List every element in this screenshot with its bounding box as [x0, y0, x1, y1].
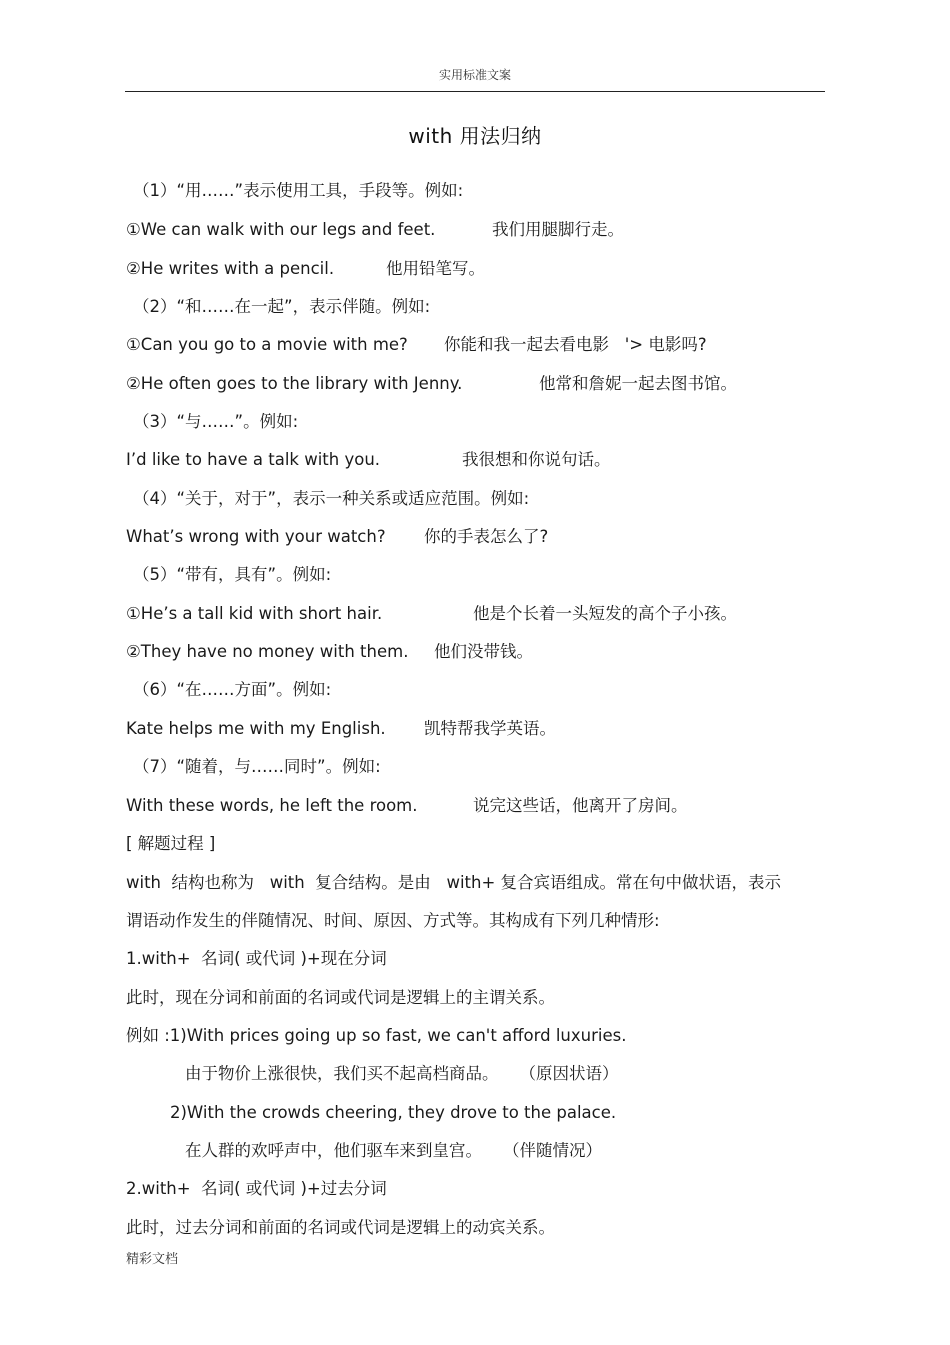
line-text: 例如 :1)With prices going up so fast, we can't afford luxuries. [126, 1026, 627, 1045]
header-divider [125, 91, 825, 92]
line-text: ②He often goes to the library with Jenny. [126, 374, 463, 393]
line-translation: 我很想和你说句话。 [462, 450, 611, 469]
line-text: 2)With the crowds cheering, they drove to the palace. [170, 1103, 617, 1122]
line-text: What’s wrong with your watch? [126, 527, 386, 546]
line-text: （4）“关于，对于”，表示一种关系或适应范围。例如: [133, 489, 530, 508]
line-translation: 他们没带钱。 [434, 642, 533, 661]
document-title: with 用法归纳 [408, 124, 542, 148]
line-translation: 他常和詹妮一起去图书馆。 [539, 374, 737, 393]
line-translation: 他是个长着一头短发的高个子小孩。 [473, 604, 737, 623]
line-translation: 他用铅笔写。 [386, 259, 485, 278]
line-text: 此时，过去分词和前面的名词或代词是逻辑上的动宾关系。 [126, 1218, 555, 1237]
line-text: （3）“与……”。例如: [133, 412, 299, 431]
page-footer: 精彩文档 [126, 1252, 179, 1267]
page-header: 实用标准文案 [438, 68, 511, 82]
line-text: With these words, he left the room. [126, 796, 418, 815]
line-text: I’d like to have a talk with you. [126, 450, 381, 469]
line-text: 2.with+ 名词( 或代词 )+过去分词 [126, 1179, 387, 1198]
line-translation: 我们用腿脚行走。 [492, 220, 624, 239]
line-text: （1）“用……”表示使用工具，手段等。例如: [133, 181, 464, 200]
line-text: 在人群的欢呼声中，他们驱车来到皇宫。 （伴随情况） [185, 1141, 602, 1160]
line-text: （2）“和……在一起”，表示伴随。例如: [133, 297, 431, 316]
line-text: ①He’s a tall kid with short hair. [126, 604, 383, 623]
line-text: 谓语动作发生的伴随情况、时间、原因、方式等。其构成有下列几种情形: [126, 911, 660, 930]
line-text: 此时，现在分词和前面的名词或代词是逻辑上的主谓关系。 [126, 988, 555, 1007]
line-text: Kate helps me with my English. [126, 719, 386, 738]
line-text: （5）“带有，具有”。例如: [133, 565, 332, 584]
line-text: 由于物价上涨很快，我们买不起高档商品。 （原因状语） [185, 1064, 619, 1083]
line-translation: 说完这些话，他离开了房间。 [473, 796, 688, 815]
line-text: 1.with+ 名词( 或代词 )+现在分词 [126, 949, 387, 968]
line-translation: 你能和我一起去看电影 '> 电影吗? [444, 335, 707, 354]
line-text: [ 解题过程 ] [126, 834, 216, 853]
line-text: ①Can you go to a movie with me? [126, 335, 408, 354]
line-text: ②He writes with a pencil. [126, 259, 335, 278]
line-text: ②They have no money with them. [126, 642, 409, 661]
line-text: （6）“在……方面”。例如: [133, 680, 332, 699]
line-text: （7）“随着，与……同时”。例如: [133, 757, 381, 776]
line-text: with 结构也称为 with 复合结构。是由 with+ 复合宾语组成。常在句中做状语，表示 [126, 873, 782, 892]
line-text: ①We can walk with our legs and feet. [126, 220, 436, 239]
line-translation: 你的手表怎么了? [424, 527, 549, 546]
line-translation: 凯特帮我学英语。 [424, 719, 556, 738]
